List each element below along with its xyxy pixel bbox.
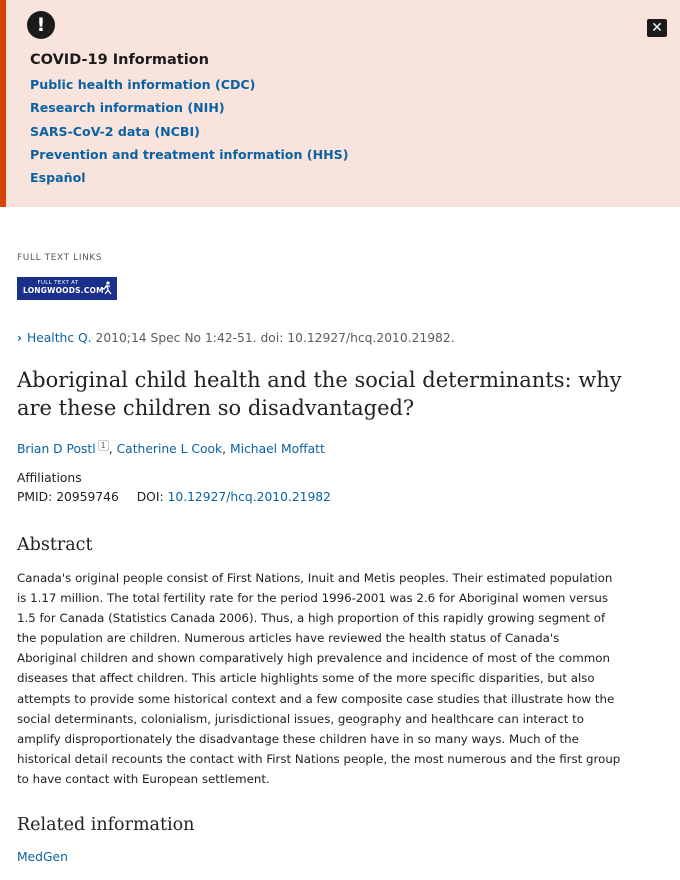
abstract-text: Canada's original people consist of First Nations, Inuit and Metis peoples. Their estimated population is 1.17 million. The total fertility rate for the period 1996-2001 was 2.6 for Aboriginal women versus 1.5 for Canada (Statistics Canada 2006). Thus, a high proportion of this rapidly growing segment of the population are children. Numerous articles have reviewed the health status of Canada's Aboriginal children and shown comparatively high prevalence and incidence of most of the common diseases that affect children. This article highlights some of the more specific disparities, but also attempts to provide some historical context and a few composite case studies that illustrate how the social determinants, colonialism, jurisdictional issues, geography and healthcare can interact to amplify disproportionately the disadvantage these children have in so many ways. Much of the historical detail recounts the contact with First Nations people, the most numerous and the first group to have contact with European settlement. (17, 571, 621, 786)
chevron-right-icon: › (17, 331, 22, 345)
alert-links (30, 76, 348, 192)
abstract-heading: Abstract (17, 535, 93, 555)
citation-line (17, 331, 455, 345)
pmid-value: 20959746 (56, 490, 119, 504)
author-link[interactable]: Michael Moffatt (229, 442, 325, 457)
doi-link[interactable]: 10.12927/hcq.2010.21982 (167, 490, 331, 504)
journal-link[interactable]: Healthc Q. (26, 331, 92, 345)
exclamation-circle-icon: ! (27, 11, 55, 39)
full-text-links-label: FULL TEXT LINKS (17, 253, 103, 263)
identifiers (17, 490, 331, 504)
covid-alert-banner (0, 0, 680, 207)
author-link[interactable]: Catherine L Cook (116, 442, 223, 457)
article-title: Aboriginal child health and the social determinants: why are these children so disadvantaged? (17, 368, 622, 420)
related-information-heading: Related information (17, 815, 195, 835)
affiliation-ref[interactable]: 1 (98, 440, 109, 451)
pmid-label: PMID: (17, 490, 53, 504)
alert-link-cdc[interactable]: Public health information (CDC) (30, 77, 256, 92)
alert-link-nih[interactable]: Research information (NIH) (30, 100, 225, 116)
affiliations-toggle[interactable]: Affiliations (17, 471, 82, 485)
alert-link-hhs[interactable]: Prevention and treatment information (HHS) (30, 146, 349, 162)
alert-link-ncbi[interactable]: SARS-CoV-2 data (NCBI) (30, 123, 200, 139)
close-icon[interactable]: ✕ (647, 19, 667, 37)
author-link[interactable]: Brian D Postl (17, 442, 96, 457)
author-list: Brian D Postl $^1$ , Catherine L Cook, Michael Moffatt (17, 441, 325, 457)
alert-title: COVID-19 Information (30, 52, 209, 68)
medgen-link[interactable]: MedGen (17, 850, 68, 864)
citation-details: 2010;14 Spec No 1:42-51. doi: 10.12927/hcq.2010.21982. (95, 331, 455, 345)
alert-link-espanol[interactable]: Español (30, 170, 86, 186)
runner-figure-icon (99, 280, 113, 296)
logo-line2: LONGWOODS.COM (23, 286, 104, 295)
doi-label: DOI: (136, 490, 164, 504)
longwoods-full-text-logo[interactable] (17, 277, 117, 300)
logo-line1: FULL TEXT AT (37, 280, 79, 286)
